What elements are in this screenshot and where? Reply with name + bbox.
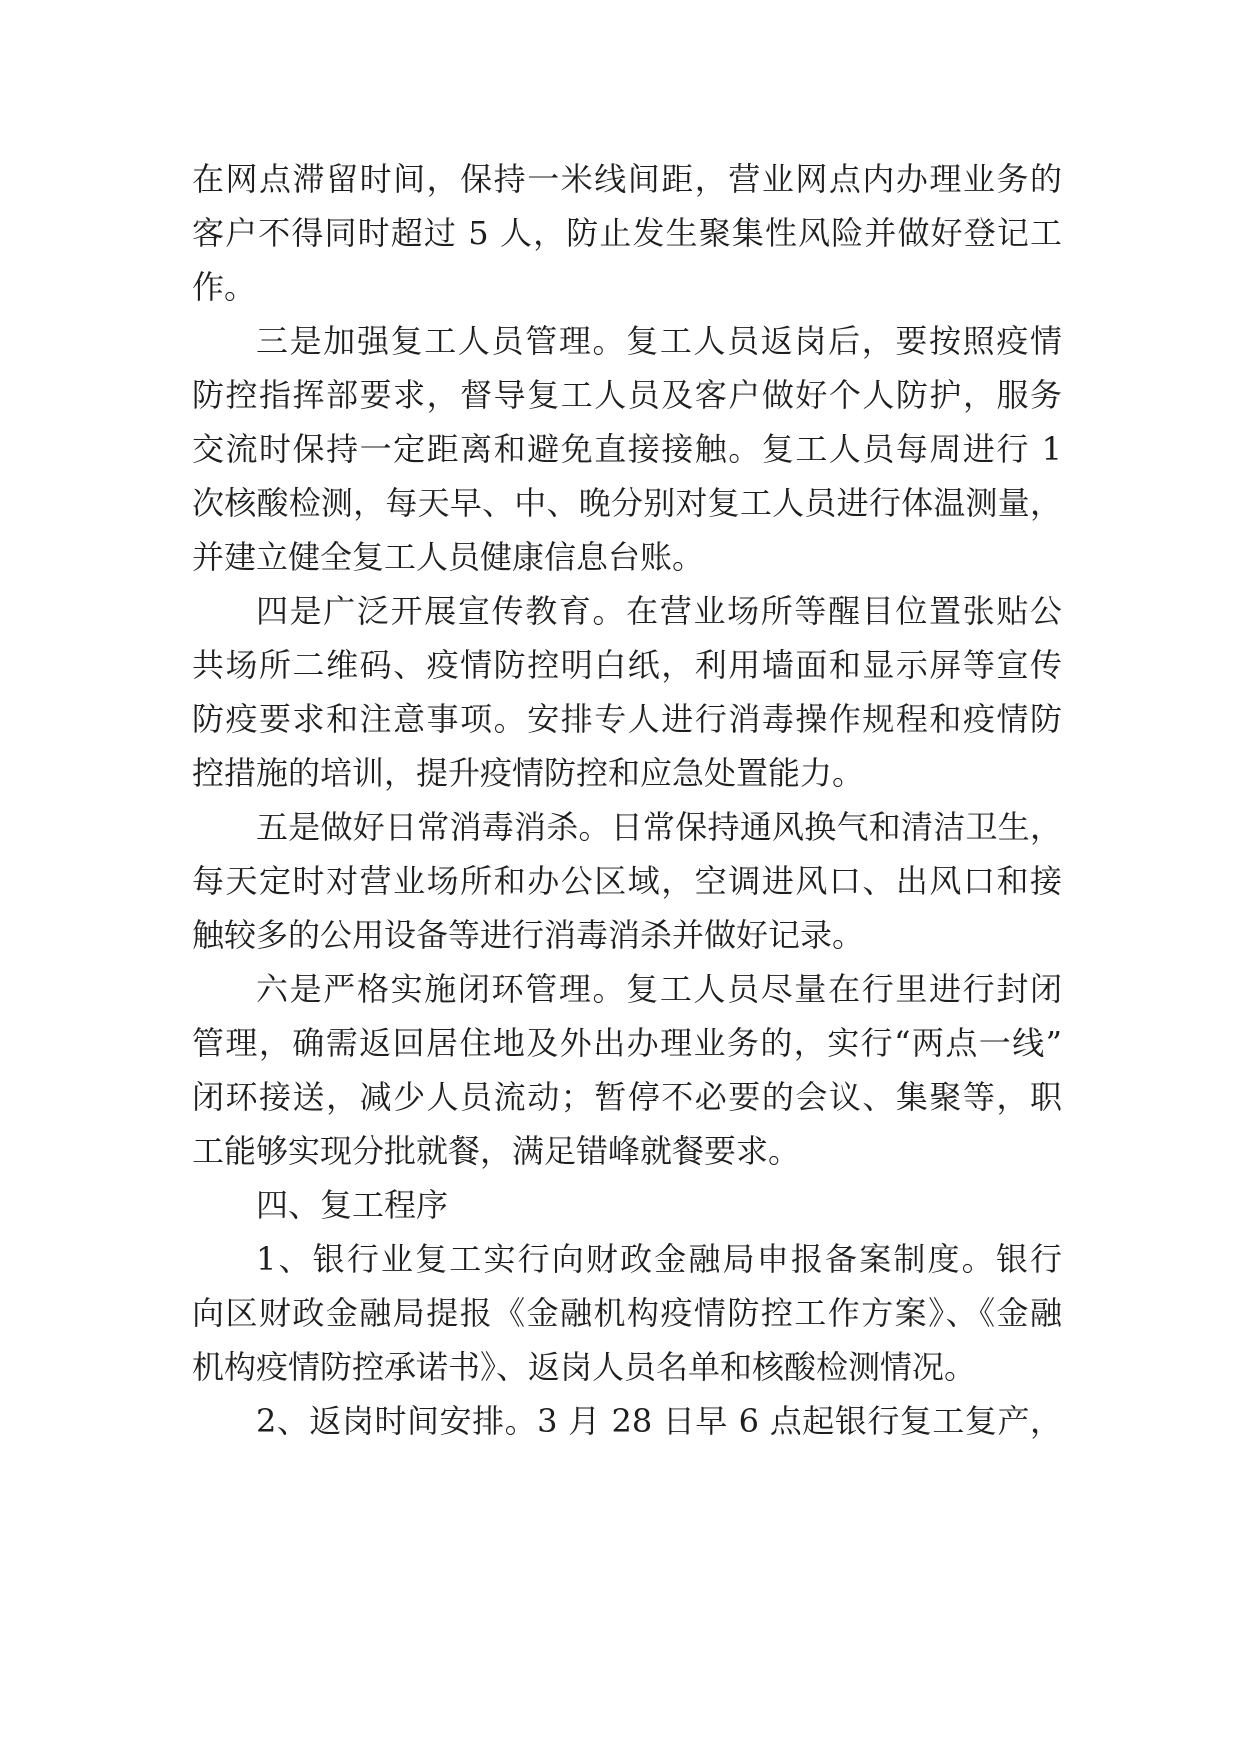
text-line: 每天定时对营业场所和办公区域，空调进风口、出风口和接 bbox=[192, 862, 1062, 900]
paragraph-first-line: 三是加强复工人员管理。复工人员返岗后，要按照疫情 bbox=[256, 322, 1062, 360]
text-line: 防疫要求和注意事项。安排专人进行消毒操作规程和疫情防 bbox=[192, 700, 1062, 738]
text-line: 触较多的公用设备等进行消毒消杀并做好记录。 bbox=[192, 916, 865, 954]
text-line: 并建立健全复工人员健康信息台账。 bbox=[192, 538, 705, 576]
paragraph-first-line: 六是严格实施闭环管理。复工人员尽量在行里进行封闭 bbox=[256, 970, 1062, 1008]
text-line: 客户不得同时超过 5 人，防止发生聚集性风险并做好登记工 bbox=[192, 214, 1062, 252]
paragraph-first-line: 2、返岗时间安排。3 月 28 日早 6 点起银行复工复产， bbox=[256, 1402, 1062, 1440]
text-line: 防控指挥部要求，督导复工人员及客户做好个人防护，服务 bbox=[192, 376, 1062, 414]
paragraph-first-line: 四是广泛开展宣传教育。在营业场所等醒目位置张贴公 bbox=[256, 592, 1062, 630]
text-line: 向区财政金融局提报《金融机构疫情防控工作方案》、《金融 bbox=[192, 1294, 1062, 1332]
text-line: 管理，确需返回居住地及外出办理业务的，实行“两点一线” bbox=[192, 1024, 1062, 1062]
text-line: 机构疫情防控承诺书》、返岗人员名单和核酸检测情况。 bbox=[192, 1348, 977, 1386]
text-line: 工能够实现分批就餐，满足错峰就餐要求。 bbox=[192, 1132, 801, 1170]
text-line: 共场所二维码、疫情防控明白纸，利用墙面和显示屏等宣传 bbox=[192, 646, 1062, 684]
text-line: 交流时保持一定距离和避免直接接触。复工人员每周进行 1 bbox=[192, 430, 1062, 468]
text-line: 次核酸检测，每天早、中、晚分别对复工人员进行体温测量， bbox=[192, 484, 1062, 522]
paragraph-first-line: 五是做好日常消毒消杀。日常保持通风换气和清洁卫生， bbox=[256, 808, 1062, 846]
text-line: 作。 bbox=[192, 268, 257, 306]
text-line: 控措施的培训，提升疫情防控和应急处置能力。 bbox=[192, 754, 865, 792]
section-heading: 四、复工程序 bbox=[256, 1186, 449, 1224]
text-line: 在网点滞留时间，保持一米线间距，营业网点内办理业务的 bbox=[192, 160, 1062, 198]
paragraph-first-line: 1、银行业复工实行向财政金融局申报备案制度。银行 bbox=[256, 1240, 1062, 1278]
text-line: 闭环接送，减少人员流动；暂停不必要的会议、集聚等，职 bbox=[192, 1078, 1062, 1116]
